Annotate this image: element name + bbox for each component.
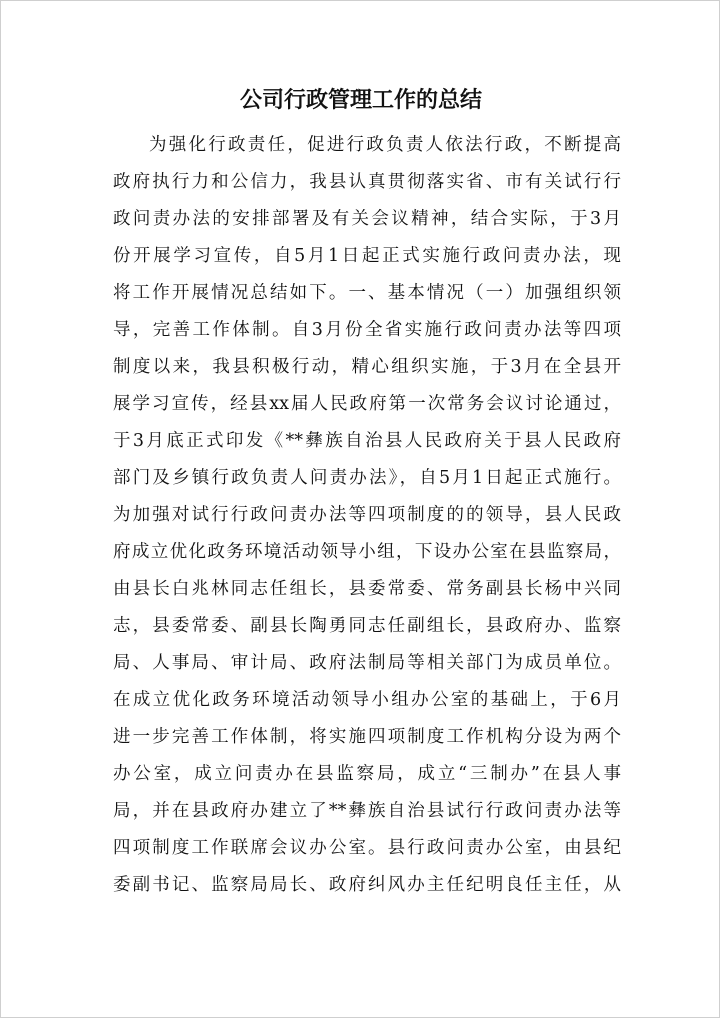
document-body <box>113 127 621 904</box>
body-line: 制度以来，我县积极行动，精心组织实施，于3月在全县开 <box>113 357 621 377</box>
body-line: 由县长白兆林同志任组长，县委常委、常务副县长杨中兴同 <box>113 579 621 599</box>
body-line: 局、人事局、审计局、政府法制局等相关部门为成员单位。 <box>113 653 621 673</box>
body-line: 展学习宣传，经县xx届人民政府第一次常务会议讨论通过， <box>113 394 621 414</box>
body-line: 四项制度工作联席会议办公室。县行政问责办公室，由县纪 <box>113 838 621 858</box>
body-line: 将工作开展情况总结如下。一、基本情况（一）加强组织领 <box>113 283 621 303</box>
body-line: 办公室，成立问责办在县监察局，成立“三制办”在县人事 <box>113 764 621 784</box>
body-line: 志，县委常委、副县长陶勇同志任副组长，县政府办、监察 <box>113 616 621 636</box>
body-line: 政问责办法的安排部署及有关会议精神，结合实际，于3月 <box>113 209 621 229</box>
body-line: 委副书记、监察局局长、政府纠风办主任纪明良任主任，从 <box>113 875 621 895</box>
body-line: 导，完善工作体制。自3月份全省实施行政问责办法等四项 <box>113 320 621 340</box>
body-line: 府成立优化政务环境活动领导小组，下设办公室在县监察局， <box>113 542 621 562</box>
body-line: 政府执行力和公信力，我县认真贯彻落实省、市有关试行行 <box>113 172 621 192</box>
body-line: 为强化行政责任，促进行政负责人依法行政，不断提高 <box>149 135 621 155</box>
body-line: 局，并在县政府办建立了**彝族自治县试行行政问责办法等 <box>113 801 621 821</box>
body-line: 在成立优化政务环境活动领导小组办公室的基础上，于6月 <box>113 690 621 710</box>
document-title: 公司行政管理工作的总结 <box>239 87 482 113</box>
body-line: 于3月底正式印发《**彝族自治县人民政府关于县人民政府 <box>113 431 621 451</box>
body-line: 进一步完善工作体制，将实施四项制度工作机构分设为两个 <box>113 727 621 747</box>
body-line: 部门及乡镇行政负责人问责办法》，自5月1日起正式施行。 <box>113 468 621 488</box>
body-line: 份开展学习宣传，自5月1日起正式实施行政问责办法，现 <box>113 246 621 266</box>
body-line: 为加强对试行行政问责办法等四项制度的的领导，县人民政 <box>113 505 621 525</box>
